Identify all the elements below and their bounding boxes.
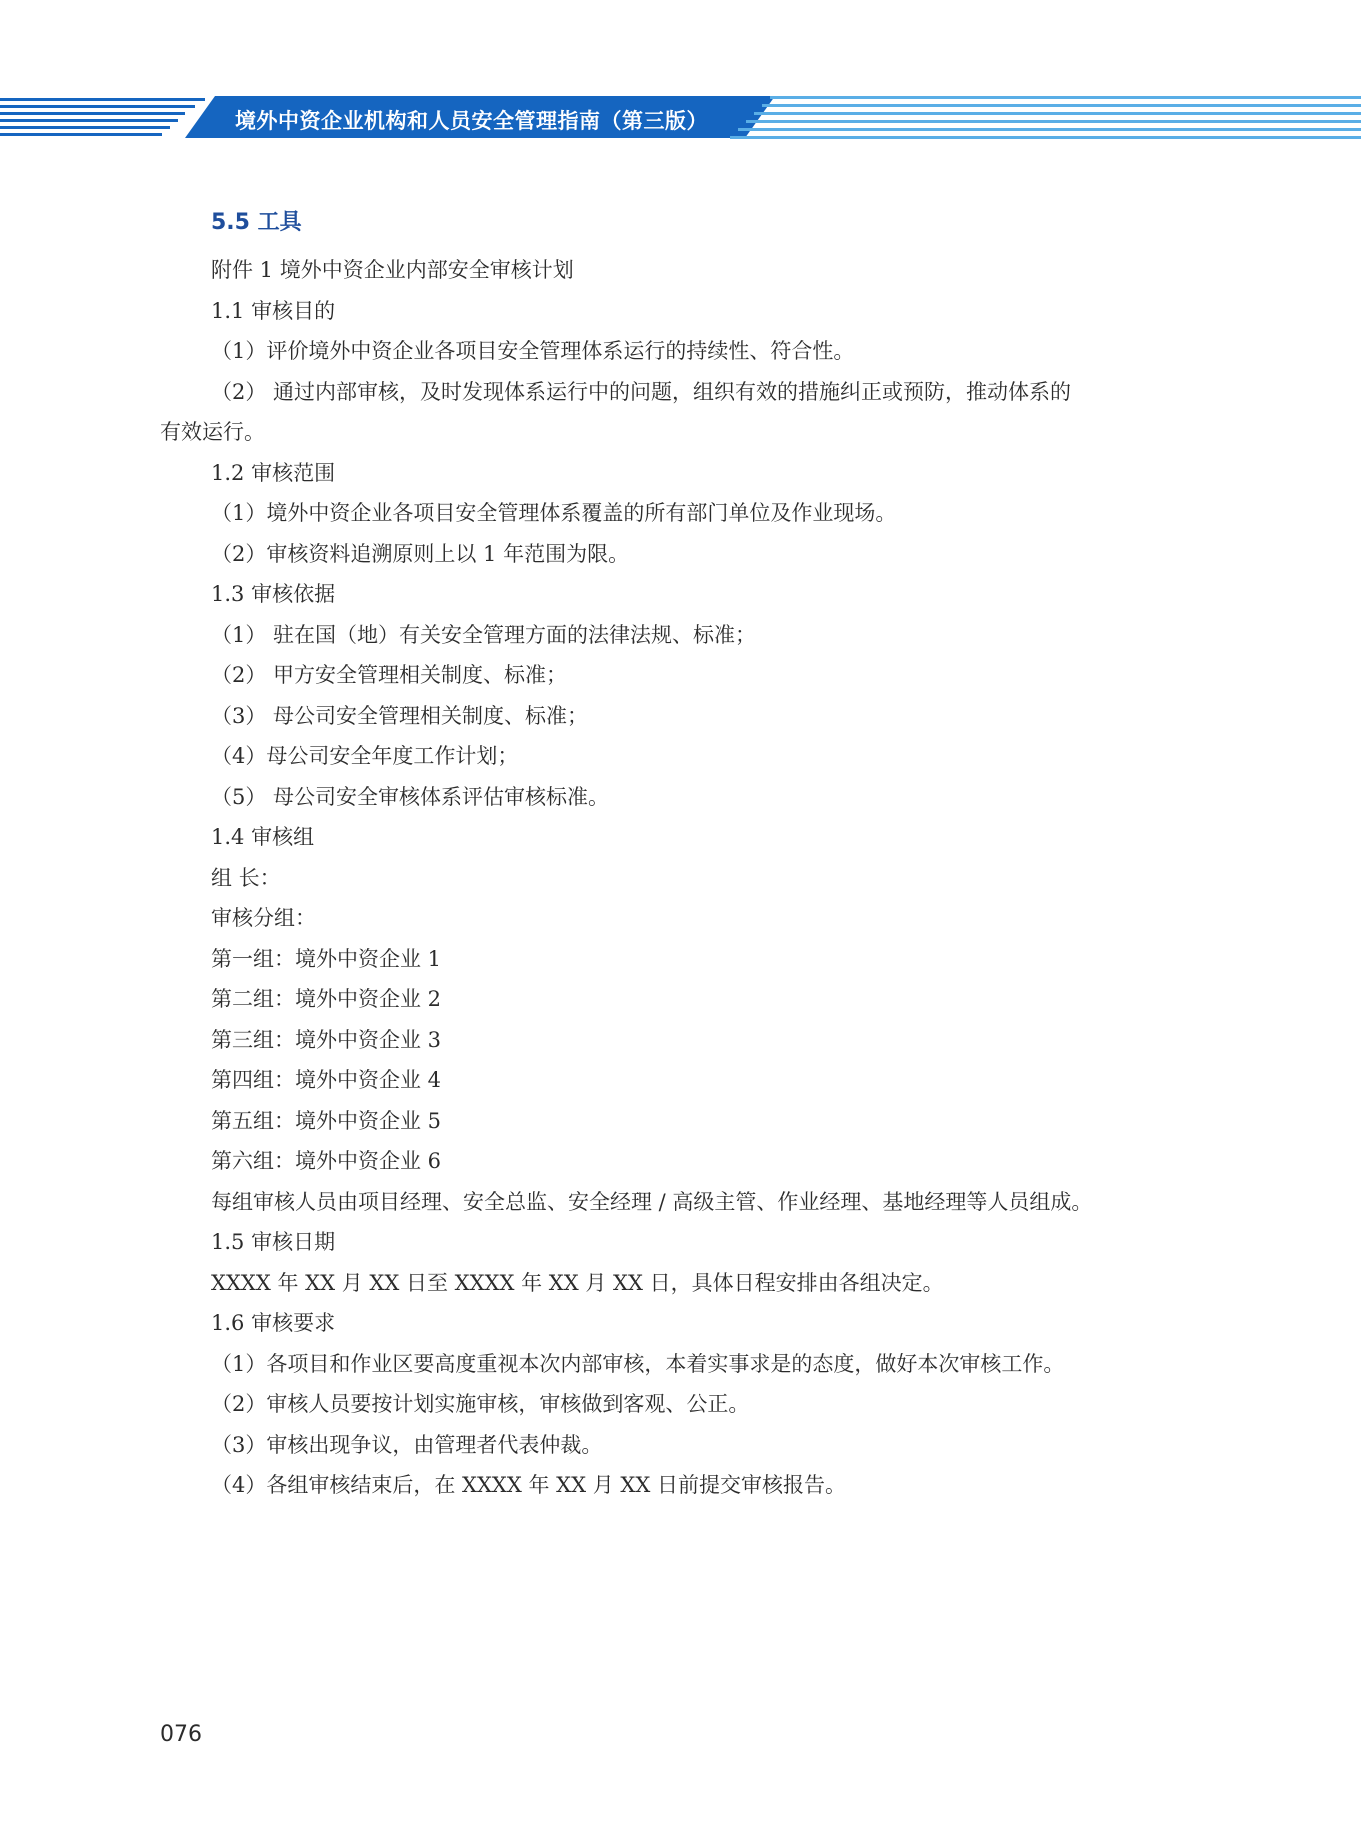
paragraph: （2） 甲方安全管理相关制度、标准； (211, 663, 568, 687)
paragraph: （5） 母公司安全审核体系评估审核标准。 (211, 784, 610, 809)
paragraph: 1.6 审核要求 (211, 1311, 336, 1335)
paragraph: （3） 母公司安全管理相关制度、标准； (211, 703, 589, 728)
paragraph: 1.2 审核范围 (211, 460, 336, 485)
paragraph: （2）审核人员要按计划实施审核，审核做到客观、公正。 (211, 1392, 750, 1416)
paragraph: （1）境外中资企业各项目安全管理体系覆盖的所有部门单位及作业现场。 (211, 501, 897, 525)
paragraph: （3）审核出现争议，由管理者代表仲裁。 (211, 1432, 603, 1457)
paragraph: 附件 1 境外中资企业内部安全审核计划 (211, 258, 574, 282)
paragraph: XXXX 年 XX 月 XX 日至 XXXX 年 XX 月 XX 日，具体日程安排由各组决定。 (211, 1270, 944, 1295)
paragraph: 第六组：境外中资企业 6 (211, 1149, 442, 1173)
paragraph: 第一组：境外中资企业 1 (211, 946, 442, 971)
paragraph: 1.4 审核组 (211, 825, 315, 849)
paragraph: 审核分组： (211, 906, 316, 930)
paragraph: （4）各组审核结束后，在 XXXX 年 XX 月 XX 日前提交审核报告。 (211, 1473, 847, 1497)
paragraph: （2）审核资料追溯原则上以 1 年范围为限。 (211, 541, 630, 566)
paragraph-continuation: 有效运行。 (160, 420, 265, 444)
running-header (0, 96, 1361, 146)
paragraph: 1.3 审核依据 (211, 582, 336, 606)
paragraph: （4）母公司安全年度工作计划； (211, 744, 519, 768)
paragraph: （1）评价境外中资企业各项目安全管理体系运行的持续性、符合性。 (211, 339, 855, 363)
header-title: 境外中资企业机构和人员安全管理指南（第三版） (235, 109, 708, 133)
body-text (160, 250, 1190, 1506)
paragraph: 第四组：境外中资企业 4 (211, 1068, 442, 1092)
paragraph: 每组审核人员由项目经理、安全总监、安全经理 / 高级主管、作业经理、基地经理等人员组成。 (211, 1189, 1093, 1214)
section-title: 5.5 工具 (211, 210, 302, 235)
paragraph: 1.1 审核目的 (211, 298, 336, 323)
page-number: 076 (160, 1722, 202, 1747)
paragraph: （1） 驻在国（地）有关安全管理方面的法律法规、标准； (211, 622, 757, 647)
paragraph: 组 长： (211, 865, 281, 890)
paragraph: （2） 通过内部审核，及时发现体系运行中的问题，组织有效的措施纠正或预防，推动体系的 (211, 379, 1072, 404)
paragraph: 1.5 审核日期 (211, 1230, 336, 1254)
paragraph: 第五组：境外中资企业 5 (211, 1108, 442, 1133)
paragraph: 第三组：境外中资企业 3 (211, 1027, 442, 1052)
paragraph: 第二组：境外中资企业 2 (211, 987, 442, 1011)
paragraph: （1）各项目和作业区要高度重视本次内部审核，本着实事求是的态度，做好本次审核工作。 (211, 1351, 1065, 1376)
